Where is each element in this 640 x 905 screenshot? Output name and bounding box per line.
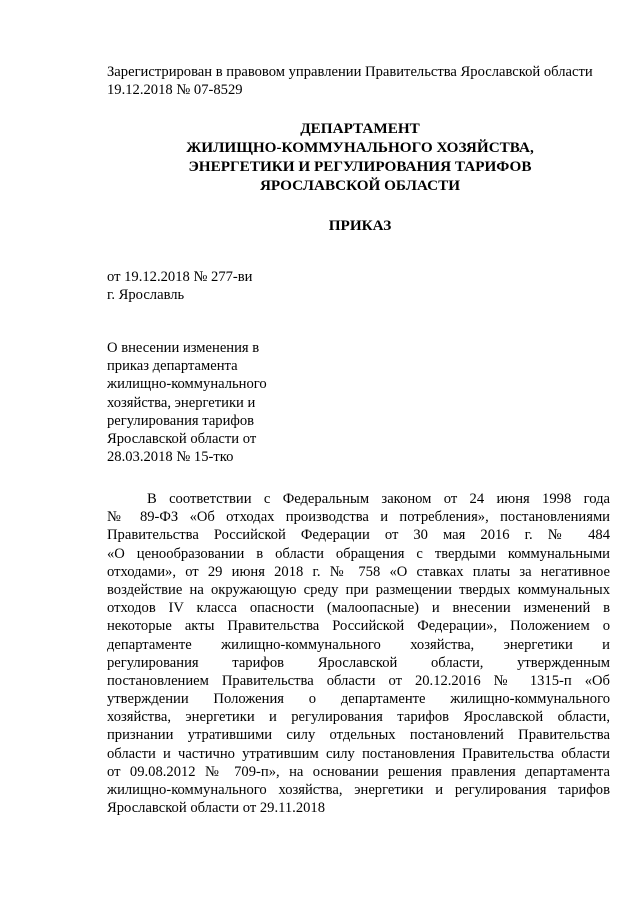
body-line: воздействие на окружающую среду при размещении твердых коммунальных xyxy=(107,581,610,598)
registration-number: 19.12.2018 № 07-8529 xyxy=(107,82,243,98)
subject-line: приказ департамента xyxy=(107,358,238,375)
body-line: регулирования тарифов Ярославской области, утвержденным xyxy=(107,654,610,671)
body-line: хозяйства, энергетики и регулирования тарифов Ярославской области, xyxy=(107,709,610,726)
registration-note xyxy=(107,63,617,99)
department-heading-line: ДЕПАРТАМЕНТ xyxy=(300,120,420,137)
body-line: «О ценообразовании в области обращения с твердыми коммунальными xyxy=(107,545,610,562)
body-line: Правительства Российской Федерации от 30 мая 2016 г. № 484 xyxy=(107,527,610,544)
order-title: ПРИКАЗ xyxy=(328,217,392,234)
department-heading-line: ЯРОСЛАВСКОЙ ОБЛАСТИ xyxy=(259,177,461,194)
subject-line: хозяйства, энергетики и xyxy=(107,394,256,411)
body-line: отходами», от 29 июня 2018 г. № 758 «О ставках платы за негативное xyxy=(107,563,610,580)
body-line: № 89-ФЗ «Об отходах производства и потребления», постановлениями xyxy=(107,509,610,526)
subject-line: регулирования тарифов xyxy=(107,412,255,429)
body-line: признании утратившими силу отдельных постановлений Правительства xyxy=(107,727,610,744)
body-line: утверждении Положения о департаменте жилищно-коммунального xyxy=(107,691,610,708)
body-line: отходов IV класса опасности (малоопасные) и внесении изменений в xyxy=(107,600,610,617)
department-heading-line: ЖИЛИЩНО-КОММУНАЛЬНОГО ХОЗЯЙСТВА, xyxy=(186,139,534,156)
registration-line: Зарегистрирован в правовом управлении Правительства Ярославской области xyxy=(107,64,593,80)
subject-line: О внесении изменения в xyxy=(107,340,260,356)
body-line: Ярославской области от 29.11.2018 xyxy=(107,800,326,817)
body-line: постановлением Правительства области от 20.12.2016 № 1315-п «Об xyxy=(107,672,610,689)
subject-line: жилищно-коммунального xyxy=(107,376,267,393)
body-line: жилищно-коммунального хозяйства, энергетики и регулирования тарифов xyxy=(107,782,610,798)
department-heading xyxy=(100,119,620,195)
order-date-number: от 19.12.2018 № 277-ви xyxy=(107,269,253,285)
order-city: г. Ярославль xyxy=(107,287,185,303)
department-heading-line: ЭНЕРГЕТИКИ И РЕГУЛИРОВАНИЯ ТАРИФОВ xyxy=(188,158,532,175)
body-line: В соответствии с Федеральным законом от 24 июня 1998 года xyxy=(147,491,610,507)
body-line: области и частично утратившим силу постановления Правительства области xyxy=(107,745,610,762)
body-paragraph xyxy=(107,490,610,817)
subject-line: 28.03.2018 № 15-тко xyxy=(107,449,234,466)
order-meta xyxy=(107,268,252,304)
body-line: от 09.08.2012 № 709-п», на основании решения правления департамента xyxy=(107,763,610,780)
body-line: департаменте жилищно-коммунального хозяйства, энергетики и xyxy=(107,636,610,653)
order-subject xyxy=(107,339,267,466)
body-line: некоторые акты Правительства Российской Федерации», Положением о xyxy=(107,618,610,635)
subject-line: Ярославской области от xyxy=(107,431,257,448)
